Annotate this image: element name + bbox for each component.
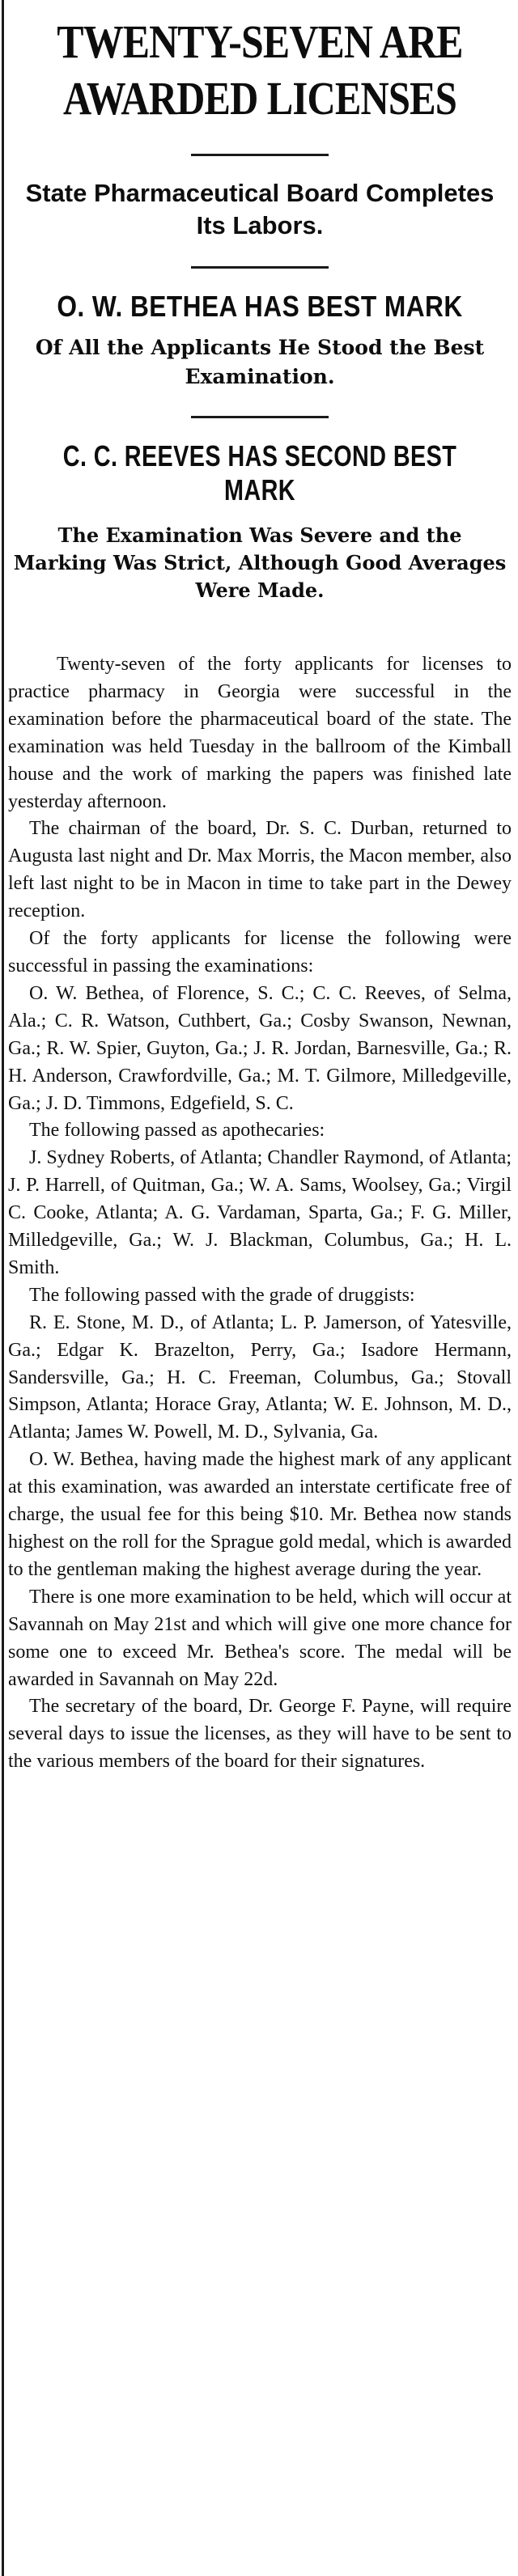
divider-rule [191, 154, 329, 156]
paragraph: O. W. Bethea, of Florence, S. C.; C. C. Reeves, of Selma, Ala.; C. R. Watson, Cuthbert, Ga.; Cosby Swanson, Newnan, Ga.; R. W. Spier, Guyton, Ga.; J. R. Jordan, Barnesville, Ga.; R. H. Anderson, Crawfordville, Ga.; M. T. Gilmore, Milledgeville, Ga.; J. D. Timmons, Edgefield, S. C. [8, 982, 512, 1114]
paragraph: There is one more examination to be held, which will occur at Savannah on May 21st and which will give one more chance for some one to exceed Mr. Bethea's score. The medal will be awarded in Savannah on May 22d. [8, 1586, 512, 1690]
paragraph: The chairman of the board, Dr. S. C. Durban, returned to Augusta last night and Dr. Max Morris, the Macon member, also left last night to be in Macon in time to take part in the Dewey reception. [8, 818, 512, 922]
paragraph: R. E. Stone, M. D., of Atlanta; L. P. Jamerson, of Yatesville, Ga.; Edgar K. Brazelton, Perry, Ga.; Isadore Hermann, Sandersville, Ga.; H. C. Freeman, Columbus, Ga.; Stovall Simpson, Atlanta; Horace Gray, Atlanta; W. E. Johnson, M. D., Atlanta; James W. Powell, M. D., Sylvania, Ga. [8, 1311, 512, 1443]
headline-line-2: AWARDED LICENSES [62, 72, 457, 125]
paragraph: J. Sydney Roberts, of Atlanta; Chandler Raymond, of Atlanta; J. P. Harrell, of Quitman, Ga.; W. A. Sams, Woolsey, Ga.; Virgil C. Cooke, Atlanta; A. G. Vardaman, Sparta, Ga.; F. G. Miller, Milledgeville, Ga.; W. J. Blackman, Columbus, Ga.; H. L. Smith. [8, 1147, 512, 1278]
divider-rule [191, 416, 329, 418]
deck-reeves-second: C. C. REEVES HAS SECOND BEST MARK [62, 439, 457, 506]
paragraph: Twenty-seven of the forty applicants for licenses to practice pharmacy in Georgia were successful in the examination before the pharmaceutical board of the state. The examination was held Tuesday in the ballroom of the Kimball house and the work of marking the papers was finished late yesterday afternoon. [8, 654, 512, 812]
deck-bethea-best-mark: O. W. BETHEA HAS BEST MARK [57, 290, 463, 323]
headline-line-1: TWENTY-SEVEN ARE [57, 15, 463, 68]
divider-rule [191, 266, 329, 269]
news-article [8, 0, 512, 1776]
paragraph: O. W. Bethea, having made the highest mark of any applicant at this examination, was awarded an interstate certificate free of charge, the usual fee for this being $10. Mr. Bethea now stands highest on the roll for the Sprague gold medal, which is awarded to the gentleman making the highest average during the year. [8, 1449, 512, 1580]
deck-state-board: State Pharmaceutical Board Completes Its Labors. [25, 179, 495, 239]
column-rule-left [2, 0, 4, 2576]
paragraph: The following passed with the grade of druggists: [29, 1284, 415, 1306]
paragraph: The secretary of the board, Dr. George F. Payne, will require several days to issue the licenses, as they will have to be sent to the various members of the board for their signatures. [8, 1696, 512, 1773]
paragraph: The following passed as apothecaries: [29, 1120, 325, 1142]
deck-examination-severe: The Examination Was Severe and the Marking Was Strict, Although Good Averages Were Made. [13, 523, 507, 602]
paragraph: Of the forty applicants for license the following were successful in passing the examinations: [8, 928, 512, 977]
article-body [8, 651, 512, 1776]
deck-best-examination: Of All the Applicants He Stood the Best Examination. [35, 336, 485, 388]
